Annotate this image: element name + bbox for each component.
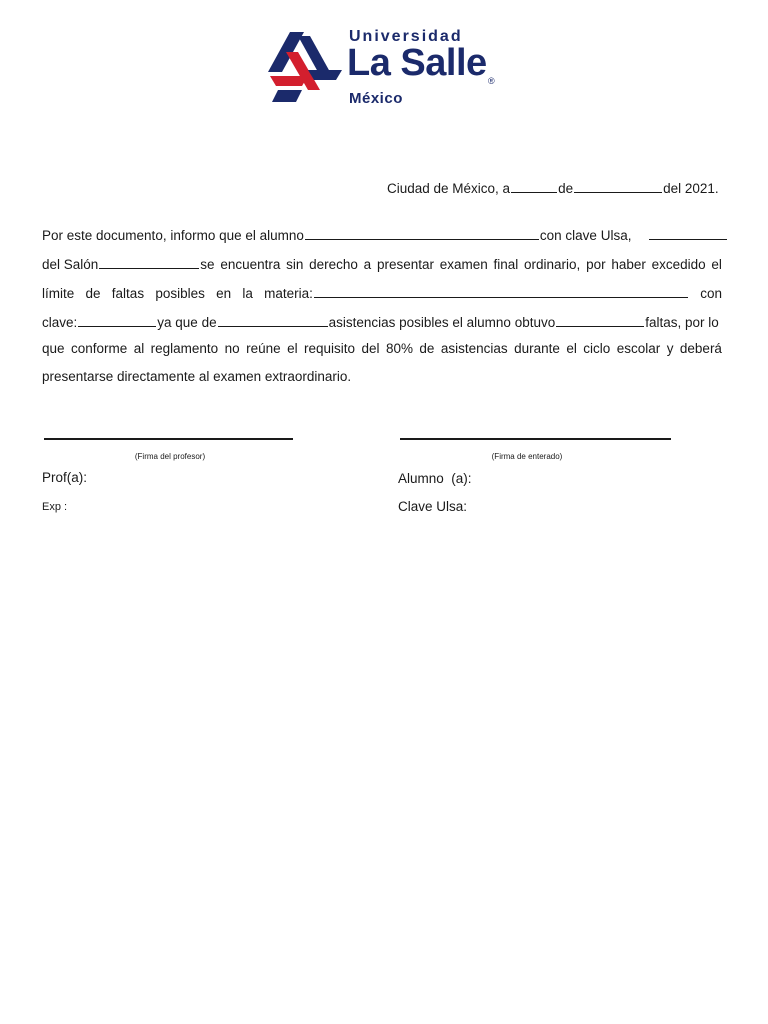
date-prefix: Ciudad de México, a [387,181,511,196]
student-signature-line[interactable] [400,438,671,440]
body-line-2 [42,255,722,272]
body-word: materia: [264,286,313,301]
body-text: asistencias posibles el alumno obtuvo [328,315,556,330]
body-line-5 [42,342,722,356]
day-blank[interactable] [511,179,557,193]
body-line-3 [42,284,722,301]
professor-signature-caption: (Firma del profesor) [134,452,206,461]
logo-word-mexico: México [349,90,403,107]
body-word: de [85,286,101,301]
body-word: encuentra [220,257,281,272]
body-word: deberá [679,341,722,356]
body-word: el [566,341,577,356]
body-word: posibles [155,286,205,301]
body-word: presentar [376,257,434,272]
body-word: la [242,286,253,301]
student-id-blank[interactable] [649,226,727,240]
body-word: a [363,257,372,272]
student-signature-caption: (Firma de enterado) [491,452,563,461]
body-word: límite [42,286,75,301]
body-word: faltas [111,286,145,301]
body-word: haber [611,257,646,272]
body-text: Por este documento, informo que el alumno [42,228,304,243]
exp-label: Exp : [42,501,68,513]
professor-signature-line[interactable] [44,438,293,440]
subject-group [264,284,689,301]
month-blank[interactable] [574,179,662,193]
body-text: del Salón [42,257,99,272]
body-word: reúne [246,341,281,356]
body-word: final [493,257,519,272]
body-word: derecho [309,257,358,272]
date-suffix: del 2021. [663,181,719,196]
logo-word-universidad: Universidad [349,28,463,45]
student-id-label: Clave Ulsa: [398,499,468,514]
body-word: no [224,341,240,356]
body-word: durante [514,341,560,356]
body-word: reglamento [150,341,219,356]
body-word: escolar [616,341,661,356]
body-text: con clave Ulsa, [539,228,632,243]
date-line [387,179,719,196]
body-word: asistencias [440,341,508,356]
possible-attendances-blank[interactable] [218,313,328,327]
body-word: en [216,286,232,301]
body-word: conforme [70,341,128,356]
body-word: el [711,257,722,272]
professor-label: Prof(a): [42,470,88,485]
body-word: al [133,341,145,356]
logo-word-la-salle: La Salle [347,42,487,84]
university-logo [268,28,508,112]
body-line-6: presentarse directamente al examen extraordinario. [42,369,352,384]
body-word: sin [286,257,304,272]
body-word: ordinario, [524,257,581,272]
body-line-4 [42,313,722,330]
body-word: por [586,257,606,272]
body-word: excedido [651,257,706,272]
body-word: que [42,341,65,356]
body-line-1 [42,226,631,243]
subject-blank[interactable] [314,284,688,298]
body-word: con [700,286,722,301]
body-word: del [361,341,380,356]
body-word: ciclo [583,341,611,356]
registered-mark: ® [488,76,495,86]
body-word: se [200,257,215,272]
la-salle-emblem-icon [268,32,344,104]
body-text: clave: [42,315,78,330]
body-word: examen [439,257,488,272]
student-name-blank[interactable] [305,226,539,240]
body-word: requisito [304,341,356,356]
body-text: ya que de [157,315,217,330]
subject-id-blank[interactable] [78,313,156,327]
body-word: el [287,341,298,356]
salon-group [42,255,215,272]
student-label: Alumno (a): [398,471,472,486]
body-word: 80% [385,341,413,356]
classroom-blank[interactable] [99,255,199,269]
body-word: y [666,341,674,356]
body-text: faltas, por lo [645,315,719,330]
absences-blank[interactable] [556,313,644,327]
body-word: de [419,341,435,356]
clave-group [42,313,719,330]
date-mid: de [558,181,574,196]
